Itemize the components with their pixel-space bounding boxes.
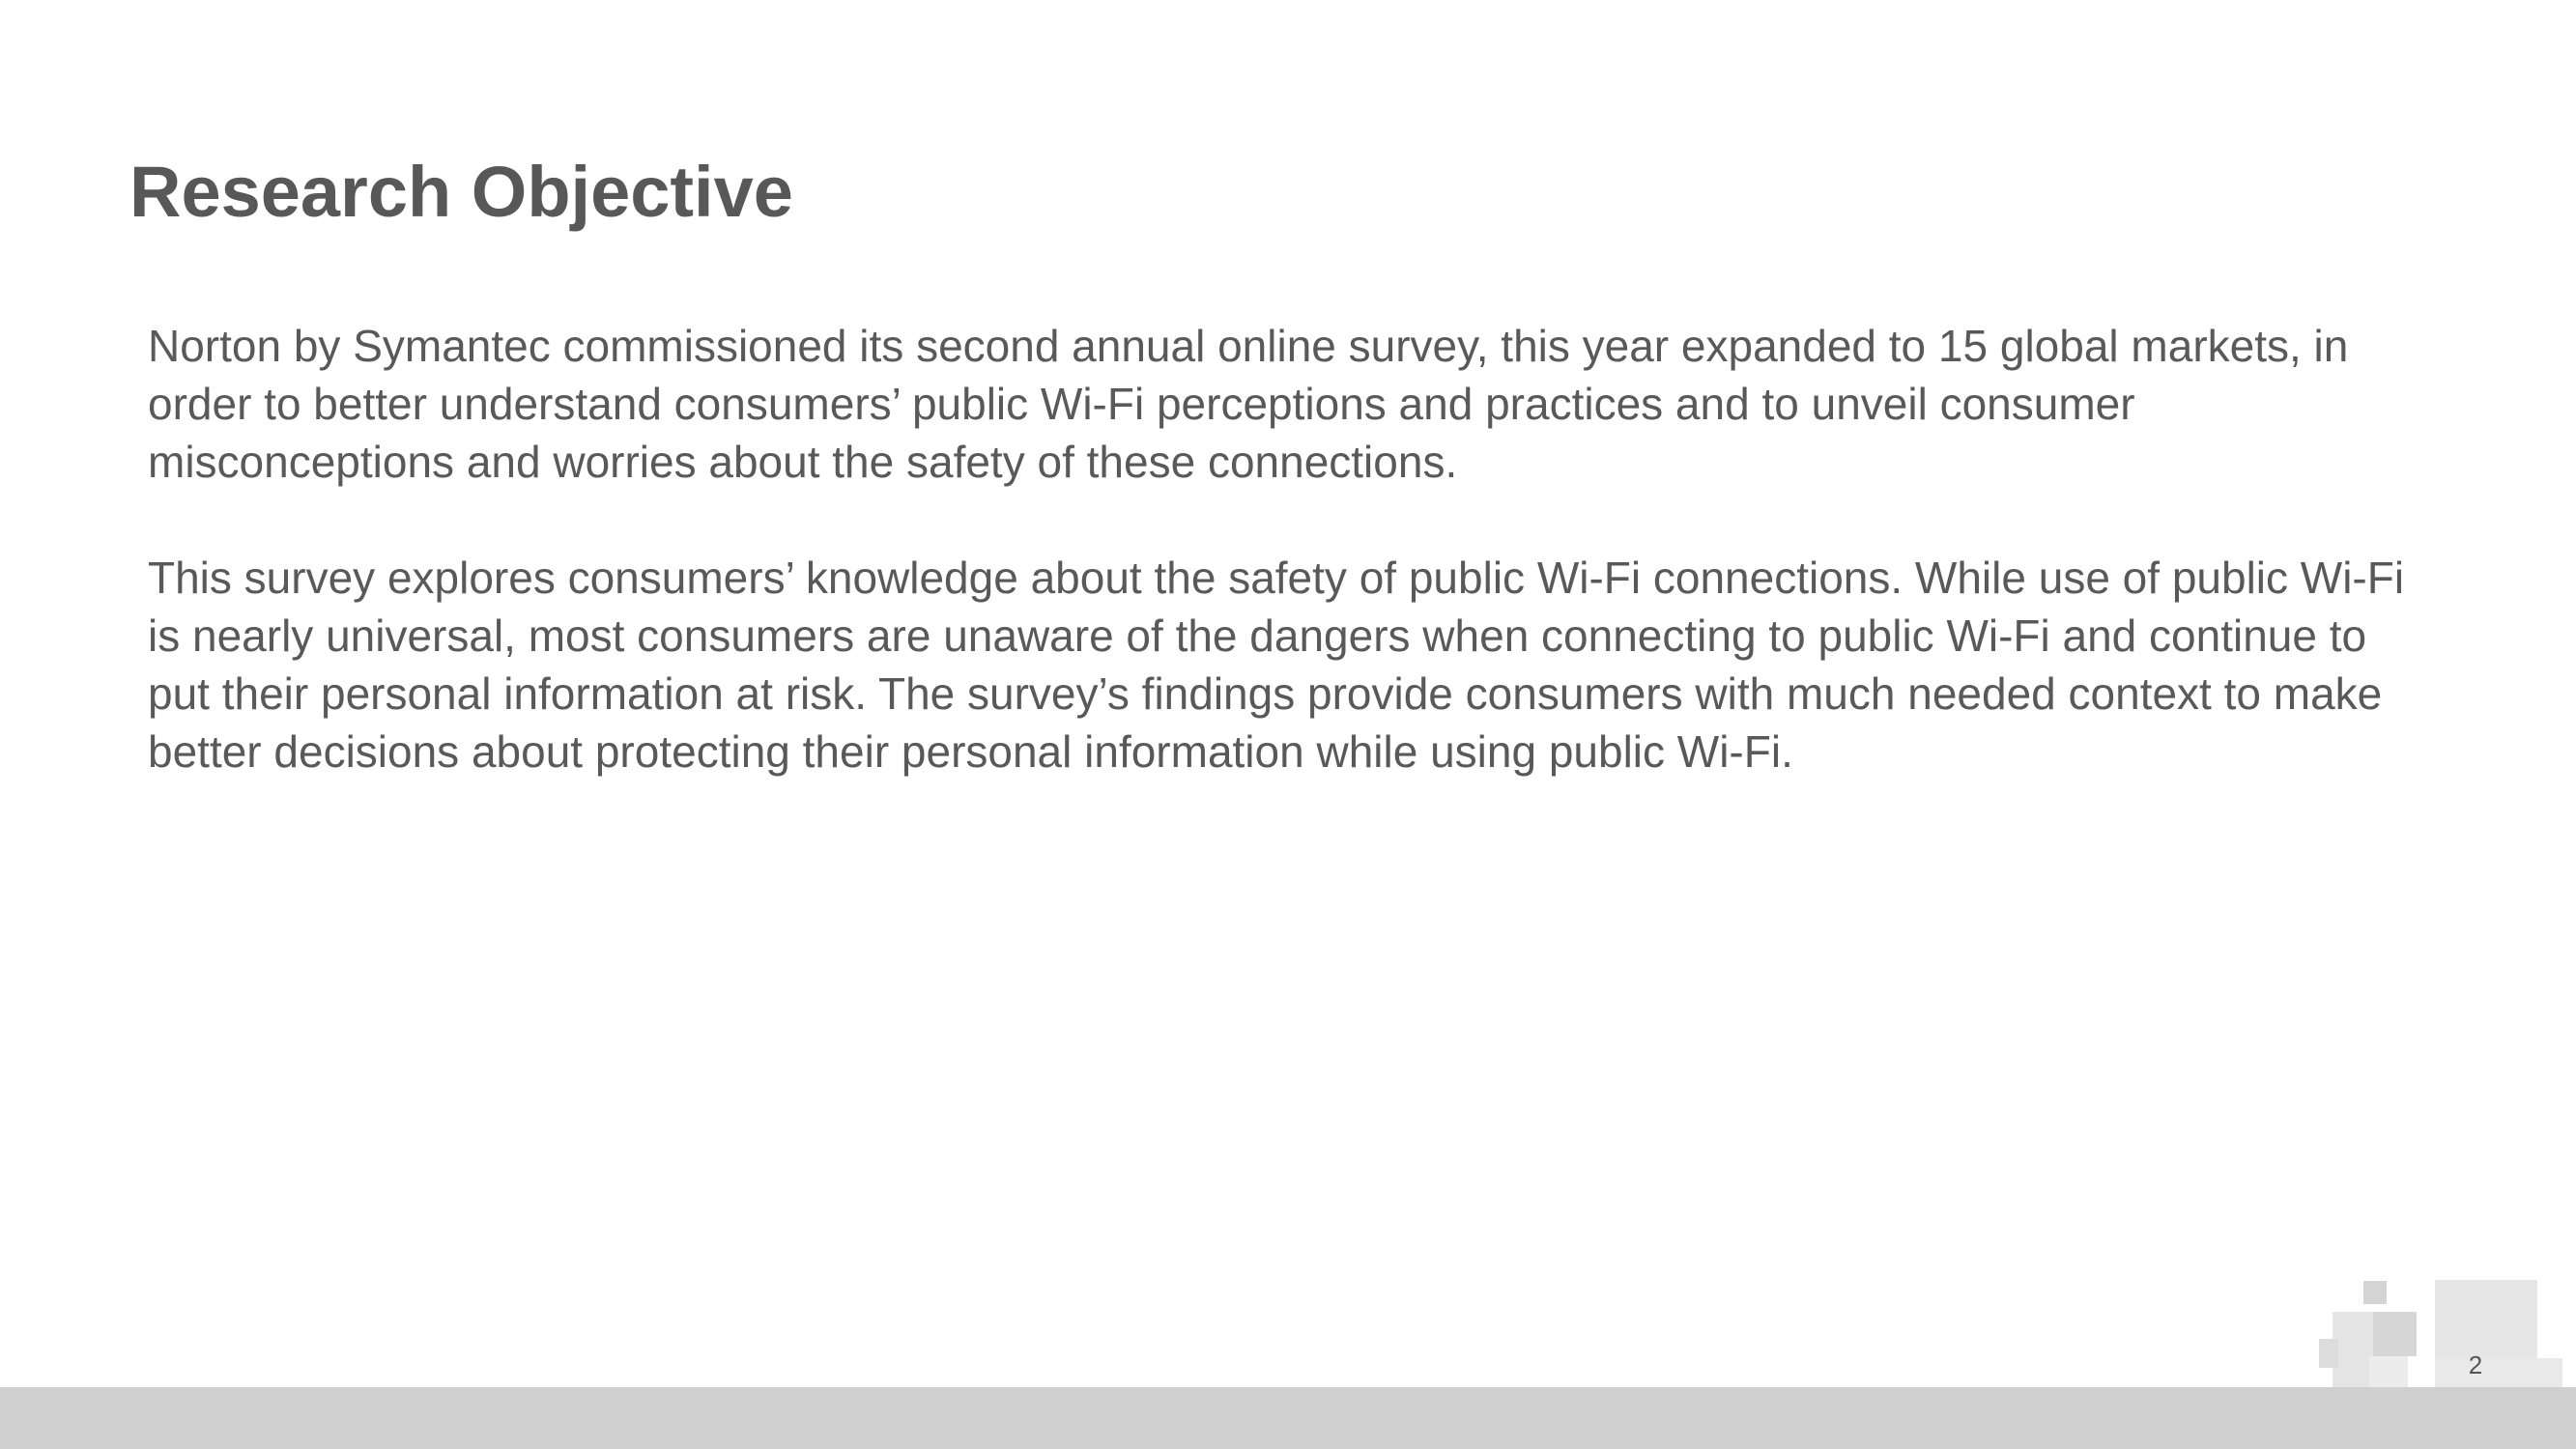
decor-square [2319, 1339, 2338, 1368]
slide-title: Research Objective [129, 152, 793, 232]
page-number: 2 [2468, 1350, 2483, 1379]
decor-square [2363, 1281, 2387, 1304]
decor-square [2372, 1312, 2417, 1356]
corner-squares-decoration [2309, 1265, 2576, 1387]
decor-square [2333, 1312, 2373, 1387]
footer-band [0, 1387, 2576, 1449]
body-paragraph-2: This survey explores consumers’ knowledge about the safety of public Wi-Fi connections. While use of public Wi-Fi is nearly universal, most consumers are unaware of the dangers when connecting to public Wi-Fi and continue to put their personal information at risk. The survey’s findings provide consumers with much needed context to make better decisions about protecting their personal information while using public Wi-Fi. [148, 553, 2405, 777]
slide-body [148, 317, 2409, 838]
decor-square [2435, 1358, 2562, 1387]
decor-square [2369, 1356, 2408, 1387]
body-paragraph-1: Norton by Symantec commissioned its second annual online survey, this year expanded to 15 global markets, in order to better understand consumers’ public Wi-Fi perceptions and practices and to unveil consumer misconceptions and worries about the safety of these connections. [148, 321, 2349, 487]
